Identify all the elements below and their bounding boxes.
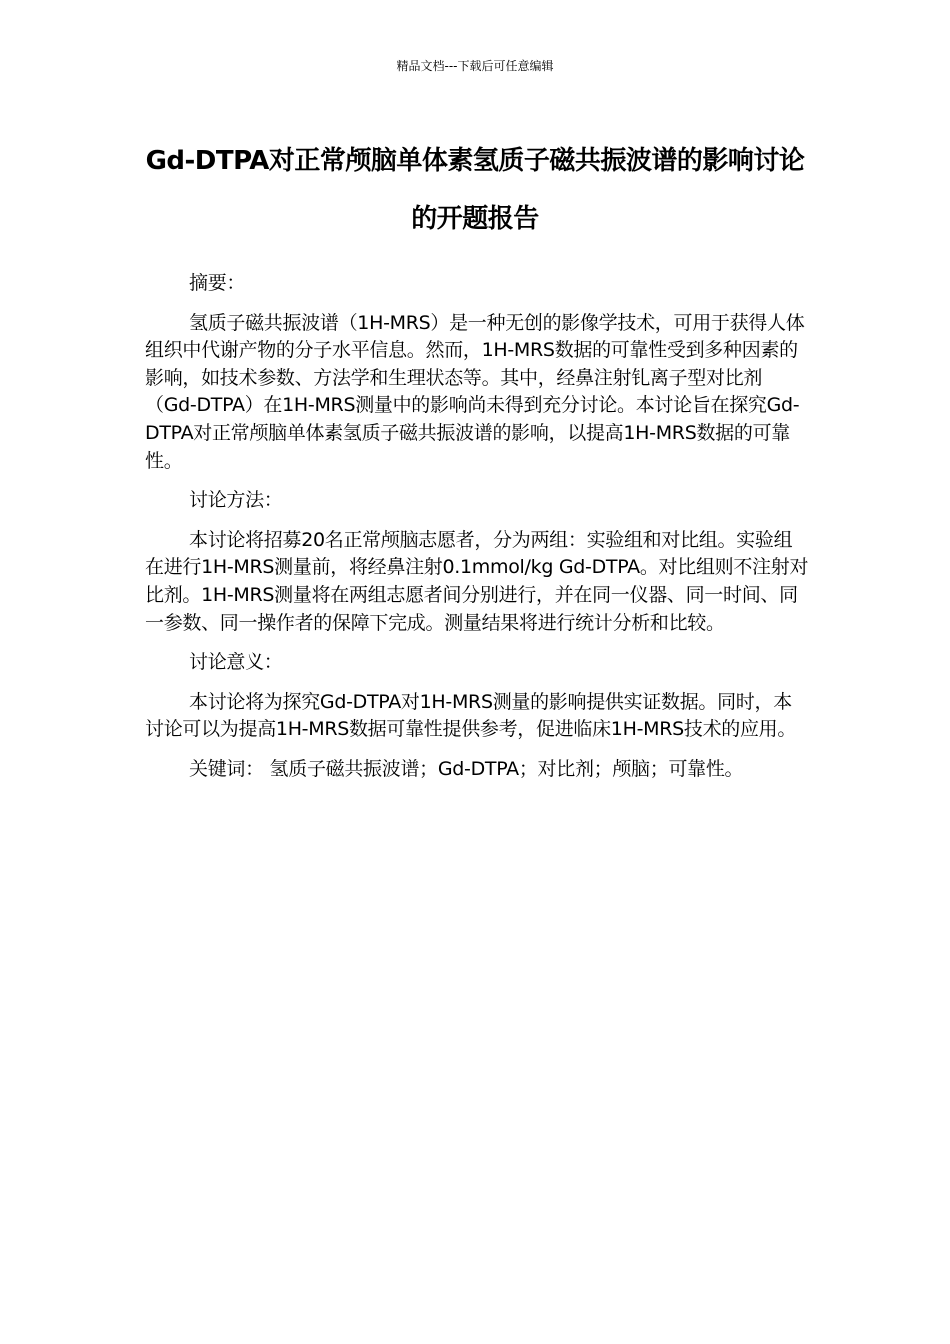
section-heading-significance: 讨论意义： <box>189 651 283 674</box>
keywords-line: 关键词： 氢质子磁共振波谱；Gd-DTPA；对比剂；颅脑；可靠性。 <box>189 757 744 780</box>
header-note: 精品文档---下载后可任意编辑 <box>396 59 554 73</box>
paragraph-significance: 本讨论将为探究Gd-DTPA对1H-MRS测量的影响提供实证数据。同时，本讨论可以为提高1H-MRS数据可靠性提供参考，促进临床1H-MRS技术的应用。 <box>145 690 797 741</box>
section-heading-abstract: 摘要： <box>189 272 246 294</box>
section-heading-methods: 讨论方法： <box>189 489 283 512</box>
document-body <box>145 270 809 796</box>
document-title: Gd-DTPA对正常颅脑单体素氢质子磁共振波谱的影响讨论的开题报告 <box>145 146 805 234</box>
paragraph-abstract: 氢质子磁共振波谱（1H-MRS）是一种无创的影像学技术，可用于获得人体组织中代谢产物的分子水平信息。然而，1H-MRS数据的可靠性受到多种因素的影响，如技术参数、方法学和生理状态等。其中，经鼻注射钆离子型对比剂（Gd-DTPA）在1H-MRS测量中的影响尚未得到充分讨论。本讨论旨在探究Gd-DTPA对正常颅脑单体素氢质子磁共振波谱的影响，以提高1H-MRS数据的可靠性。 <box>145 311 805 472</box>
paragraph-methods: 本讨论将招募20名正常颅脑志愿者，分为两组：实验组和对比组。实验组在进行1H-MRS测量前，将经鼻注射0.1mmol/kg Gd-DTPA。对比组则不注射对比剂。1H-MRS测量将在两组志愿者间分别进行，并在同一仪器、同一时间、同一参数、同一操作者的保障下完成。测量结果将进行统计分析和比较。 <box>145 528 809 634</box>
